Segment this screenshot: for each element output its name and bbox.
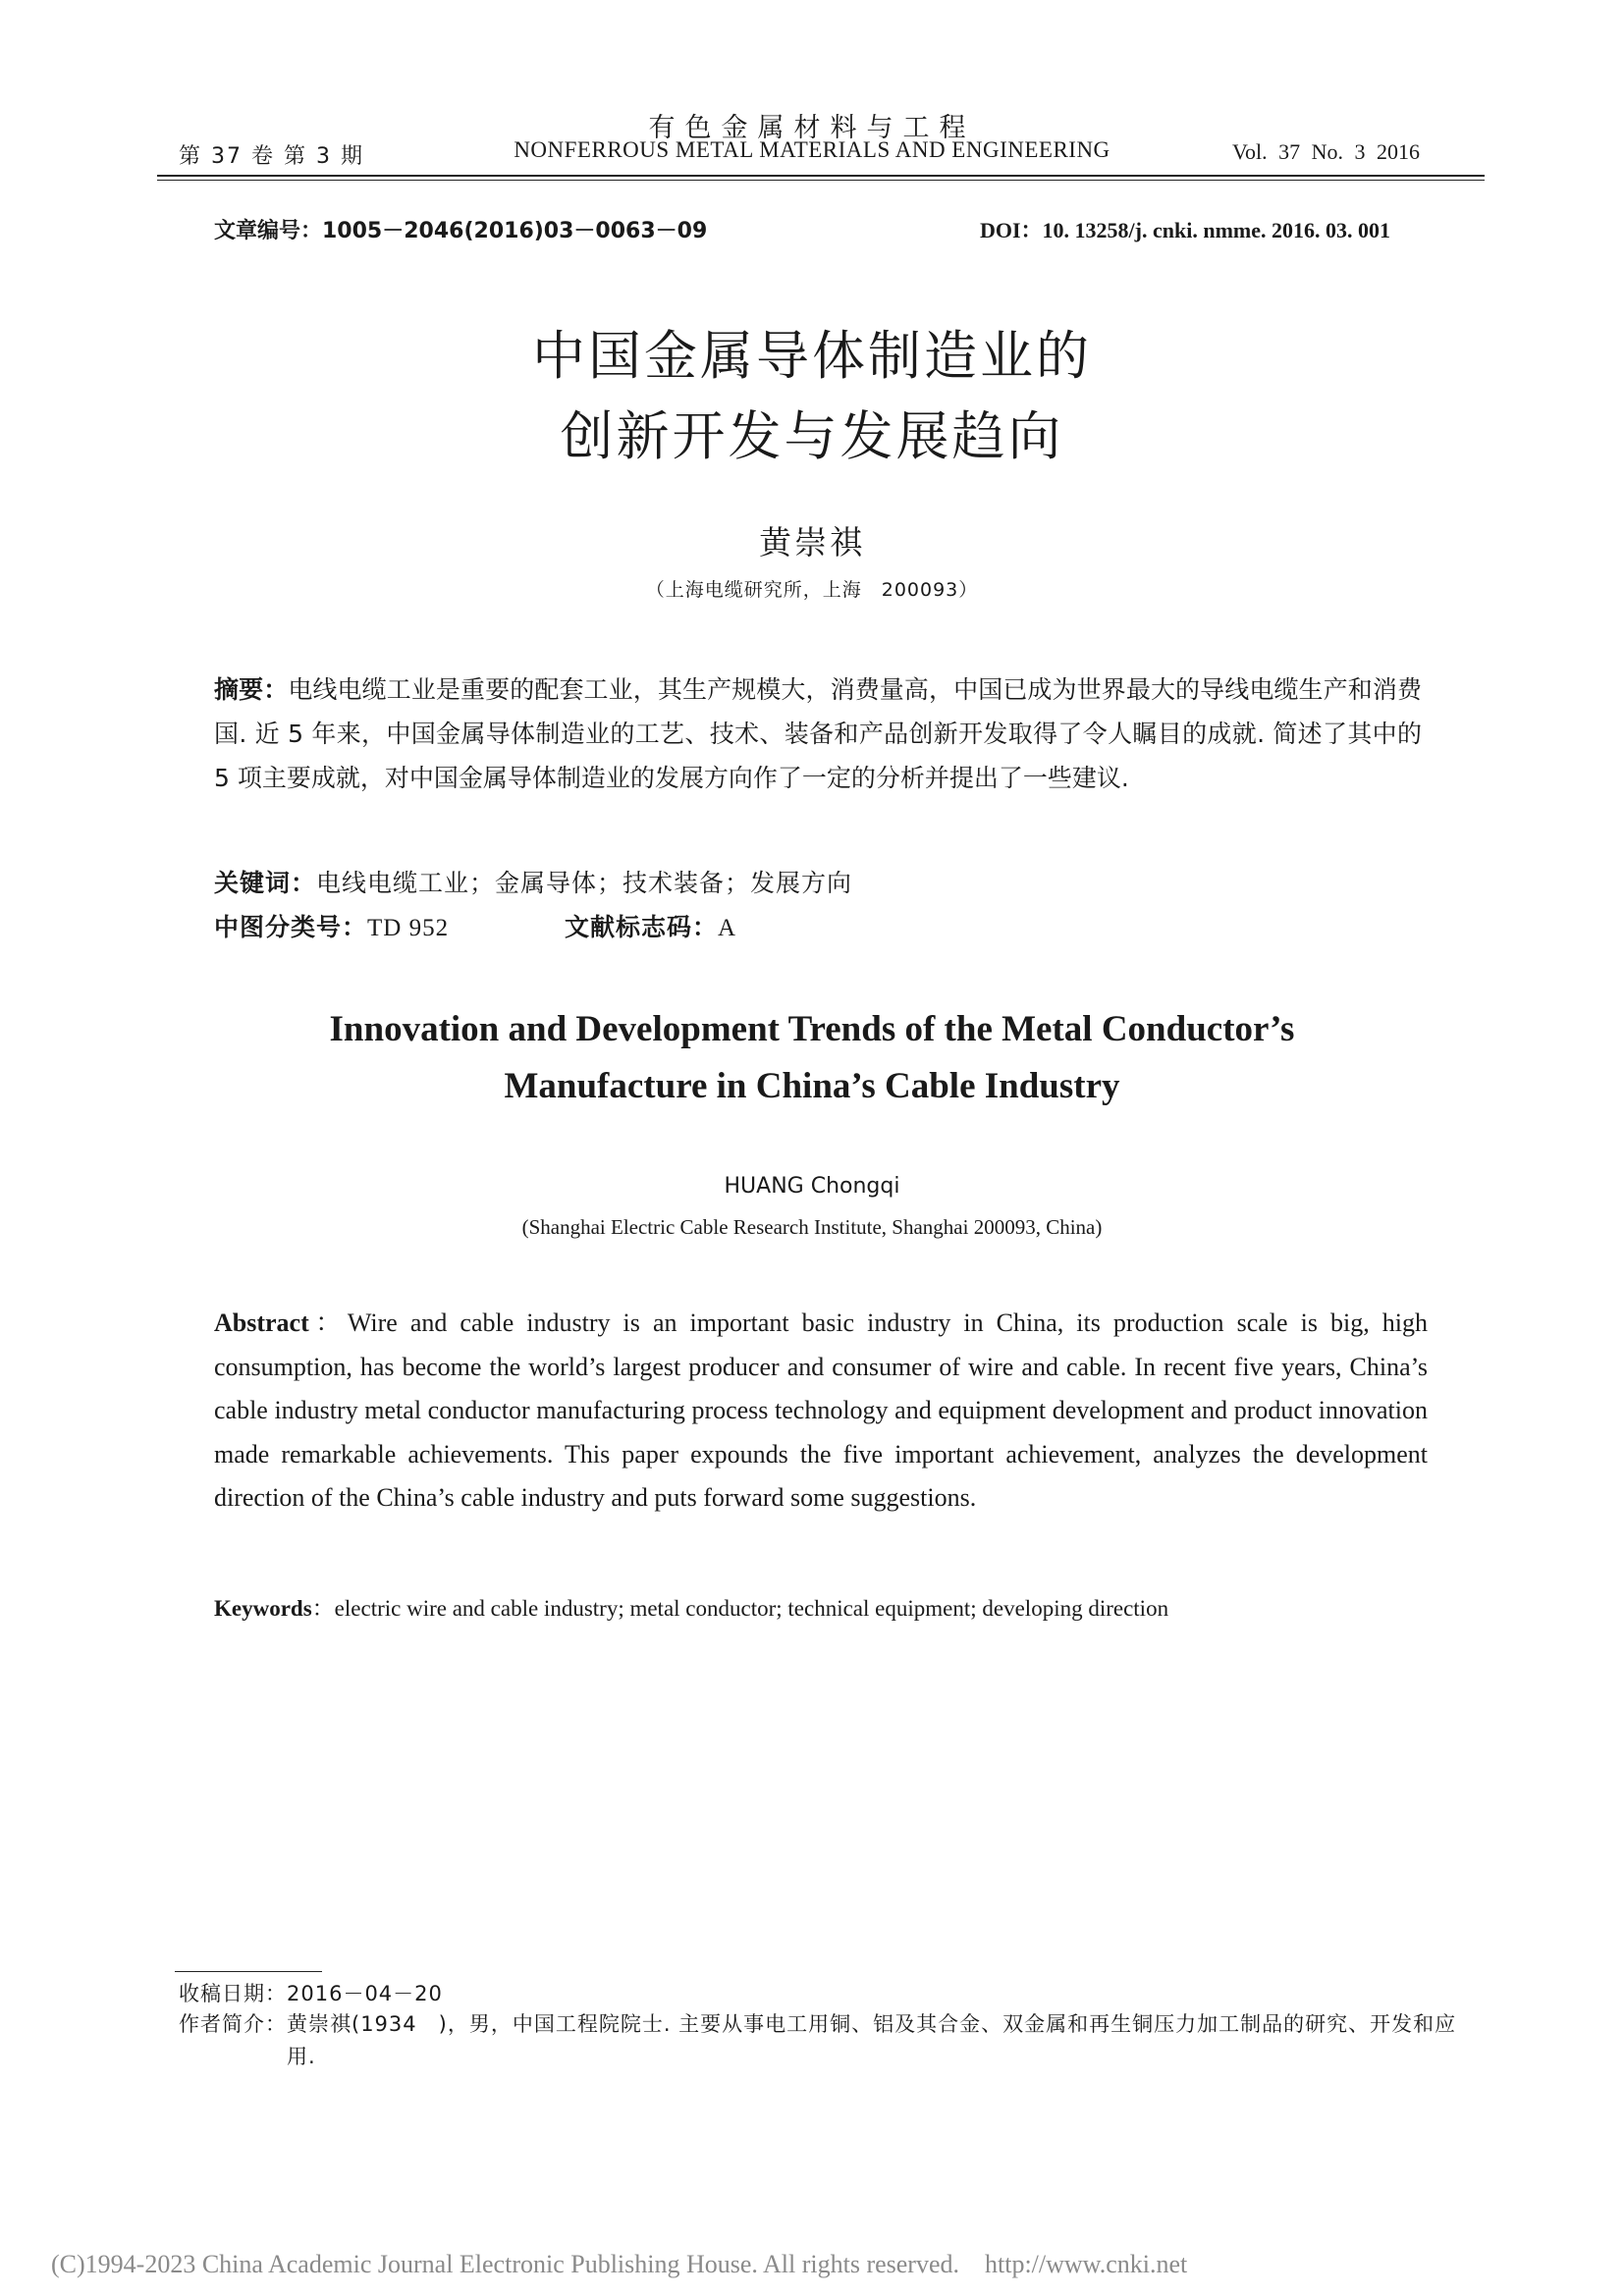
author-bio	[179, 2008, 1494, 2073]
doc-code-label: 文献标志码：	[565, 913, 719, 941]
bio-text: 黄崇祺(1934 )，男，中国工程院院士. 主要从事电工用铜、铝及其合金、双金属和再生铜压力加工制品的研究、开发和应用.	[287, 2012, 1457, 2068]
affiliation-cn: （上海电缆研究所，上海 200093）	[645, 579, 979, 601]
title-en-line-2: Manufacture in China’s Cable Industry	[504, 1066, 1120, 1106]
received-label: 收稿日期：	[179, 1982, 287, 2005]
author-cn: 黄崇祺	[759, 523, 865, 561]
clc-value: TD 952	[367, 915, 450, 941]
abstract-cn-text: 电线电缆工业是重要的配套工业，其生产规模大，消费量高，中国已成为世界最大的导线电缆生产和消费国. 近 5 年来，中国金属导体制造业的工艺、技术、装备和产品创新开发取得了令人瞩目的成就. 简述了其中的 5 项主要成就，对中国金属导体制造业的发展方向作了一定的分析并提出了一些建议.	[214, 675, 1422, 792]
doi: DOI：10. 13258/j. cnki. nmme. 2016. 03. 001	[980, 218, 1391, 242]
title-en	[0, 1001, 1624, 1115]
keywords-en	[214, 1590, 1168, 1623]
clc-label: 中图分类号：	[214, 913, 368, 941]
article-number: 文章编号：1005－2046(2016)03－0063－09	[214, 219, 708, 243]
received-date	[179, 1978, 443, 2007]
volume-issue-en: Vol. 37 No. 3 2016	[1232, 139, 1421, 164]
keywords-cn-label: 关键词：	[214, 869, 317, 897]
header-rule-thick	[157, 175, 1485, 177]
copyright-notice: (C)1994-2023 China Academic Journal Electronic Publishing House. All rights reserved. http://www.cnki.net	[51, 2250, 1188, 2278]
keywords-en-text: ：electric wire and cable industry; metal conductor; technical equipment; developing direction	[311, 1596, 1169, 1621]
keywords-cn-text: 电线电缆工业；金属导体；技术装备；发展方向	[316, 869, 853, 897]
bio-label: 作者简介：	[179, 2012, 287, 2036]
abstract-en	[214, 1302, 1428, 1521]
journal-title-en: NONFERROUS METAL MATERIALS AND ENGINEERING	[514, 137, 1110, 162]
volume-issue-cn: 第 37 卷 第 3 期	[179, 144, 364, 169]
abstract-cn	[214, 667, 1422, 800]
document-code	[565, 908, 736, 943]
title-cn	[0, 316, 1624, 477]
journal-title-cn: 有色金属材料与工程	[648, 113, 976, 143]
affiliation-en: (Shanghai Electric Cable Research Institute, Shanghai 200093, China)	[521, 1215, 1103, 1239]
title-cn-line-2: 创新开发与发展趋向	[560, 405, 1064, 467]
keywords-cn	[214, 864, 852, 899]
abstract-en-label: Abstract	[214, 1308, 309, 1337]
title-en-line-1: Innovation and Development Trends of the Metal Conductor’s	[329, 1009, 1295, 1049]
author-en: HUANG Chongqi	[724, 1174, 900, 1199]
doc-code-value: A	[718, 915, 737, 941]
received-value: 2016－04－20	[287, 1982, 443, 2005]
clc-number	[214, 908, 449, 943]
footnote-rule	[175, 1971, 322, 1972]
keywords-en-label: Keywords	[214, 1596, 312, 1621]
header-rule-thin	[157, 180, 1485, 181]
abstract-cn-label: 摘要：	[214, 675, 289, 704]
title-cn-line-1: 中国金属导体制造业的	[532, 325, 1092, 387]
abstract-en-text: ：Wire and cable industry is an important basic industry in China, its production scale is big, high consumption, has become the world’s largest producer and consumer of wire and cable. In recent five years, China’s cable industry metal conductor manufacturing process technology and equipment development and product innovation made remarkable achievements. This paper expounds the five important achievement, analyzes the development direction of the China’s cable industry and puts forward some suggestions.	[214, 1308, 1428, 1512]
